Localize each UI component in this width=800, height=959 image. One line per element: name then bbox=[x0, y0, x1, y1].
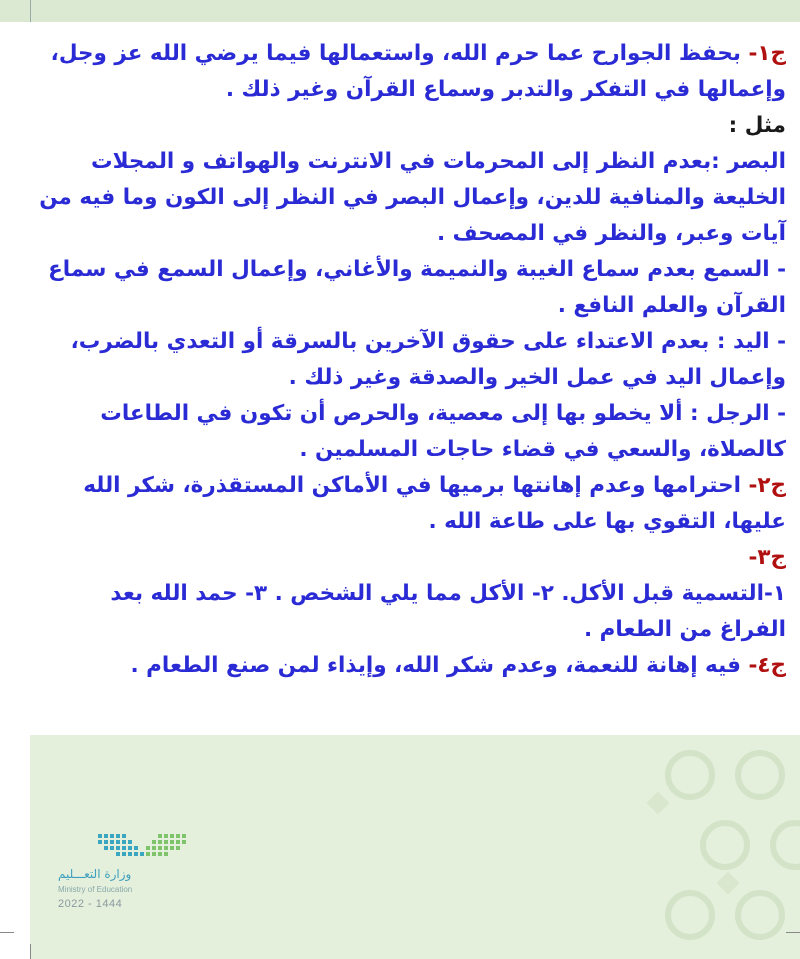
answer-text: الخليعة والمنافية للدين، وإعمال البصر في النظر إلى الكون وما فيه من bbox=[39, 185, 786, 210]
answer-line bbox=[36, 504, 786, 540]
crop-mark bbox=[30, 0, 31, 22]
answer-line bbox=[36, 216, 786, 252]
answer-line bbox=[36, 72, 786, 108]
answer-text: - الرجل : ألا يخطو بها إلى معصية، والحرص أن تكون في الطاعات bbox=[100, 401, 786, 426]
answer-number: ج٤- bbox=[740, 653, 786, 678]
answer-line bbox=[36, 324, 786, 360]
answer-number: ج٣- bbox=[748, 545, 786, 570]
logo-name-arabic: وزارة التعـــليم bbox=[58, 867, 132, 881]
answers-panel bbox=[30, 22, 800, 735]
logo-years: 2022 - 1444 bbox=[58, 898, 123, 910]
answer-number: ج٢- bbox=[740, 473, 786, 498]
answer-line bbox=[36, 108, 786, 144]
answer-text: مثل : bbox=[728, 113, 786, 138]
answers-text bbox=[36, 36, 786, 684]
answer-line bbox=[36, 288, 786, 324]
answer-line bbox=[36, 360, 786, 396]
answer-line bbox=[36, 252, 786, 288]
crop-mark bbox=[30, 944, 31, 959]
answer-text: - السمع بعدم سماع الغيبة والنميمة والأغاني، وإعمال السمع في سماع bbox=[48, 257, 786, 282]
top-band bbox=[0, 0, 800, 22]
answer-text: كالصلاة، والسعي في قضاء حاجات المسلمين . bbox=[299, 437, 786, 462]
crop-mark bbox=[786, 932, 800, 933]
answer-text: بحفظ الجوارح عما حرم الله، واستعمالها فيما يرضي الله عز وجل، bbox=[50, 41, 741, 66]
answer-text: فيه إهانة للنعمة، وعدم شكر الله، وإيذاء لمن صنع الطعام . bbox=[130, 653, 741, 678]
answer-line bbox=[36, 432, 786, 468]
answer-line bbox=[36, 144, 786, 180]
answer-text: الفراغ من الطعام . bbox=[584, 617, 786, 642]
answer-text: القرآن والعلم النافع . bbox=[557, 293, 786, 318]
answer-line bbox=[36, 576, 786, 612]
crop-mark bbox=[0, 932, 14, 933]
ministry-logo bbox=[58, 825, 198, 920]
answer-line bbox=[36, 36, 786, 72]
logo-name-english: Ministry of Education bbox=[58, 885, 133, 894]
answer-line bbox=[36, 648, 786, 684]
answer-text: عليها، التقوي بها على طاعة الله . bbox=[428, 509, 786, 534]
answer-line bbox=[36, 468, 786, 504]
answer-text: آيات وعبر، والنظر في المصحف . bbox=[437, 221, 786, 246]
answer-text: ١-التسمية قبل الأكل. ٢- الأكل مما يلي الشخص . ٣- حمد الله بعد bbox=[110, 581, 786, 606]
ornament-pattern bbox=[630, 735, 800, 959]
logo-dots-icon bbox=[98, 830, 190, 864]
answer-line bbox=[36, 180, 786, 216]
answer-line bbox=[36, 396, 786, 432]
answer-text: البصر :بعدم النظر إلى المحرمات في الانترنت والهواتف و المجلات bbox=[90, 149, 786, 174]
answer-text: احترامها وعدم إهانتها برميها في الأماكن المستقذرة، شكر الله bbox=[83, 473, 741, 498]
answer-text: وإعمالها في التفكر والتدبر وسماع القرآن وغير ذلك . bbox=[225, 77, 786, 102]
answer-text: وإعمال اليد في عمل الخير والصدقة وغير ذلك . bbox=[288, 365, 786, 390]
answer-text: - اليد : بعدم الاعتداء على حقوق الآخرين بالسرقة أو التعدي بالضرب، bbox=[70, 329, 786, 354]
answer-line bbox=[36, 612, 786, 648]
answer-line bbox=[36, 540, 786, 576]
answer-number: ج١- bbox=[740, 41, 786, 66]
